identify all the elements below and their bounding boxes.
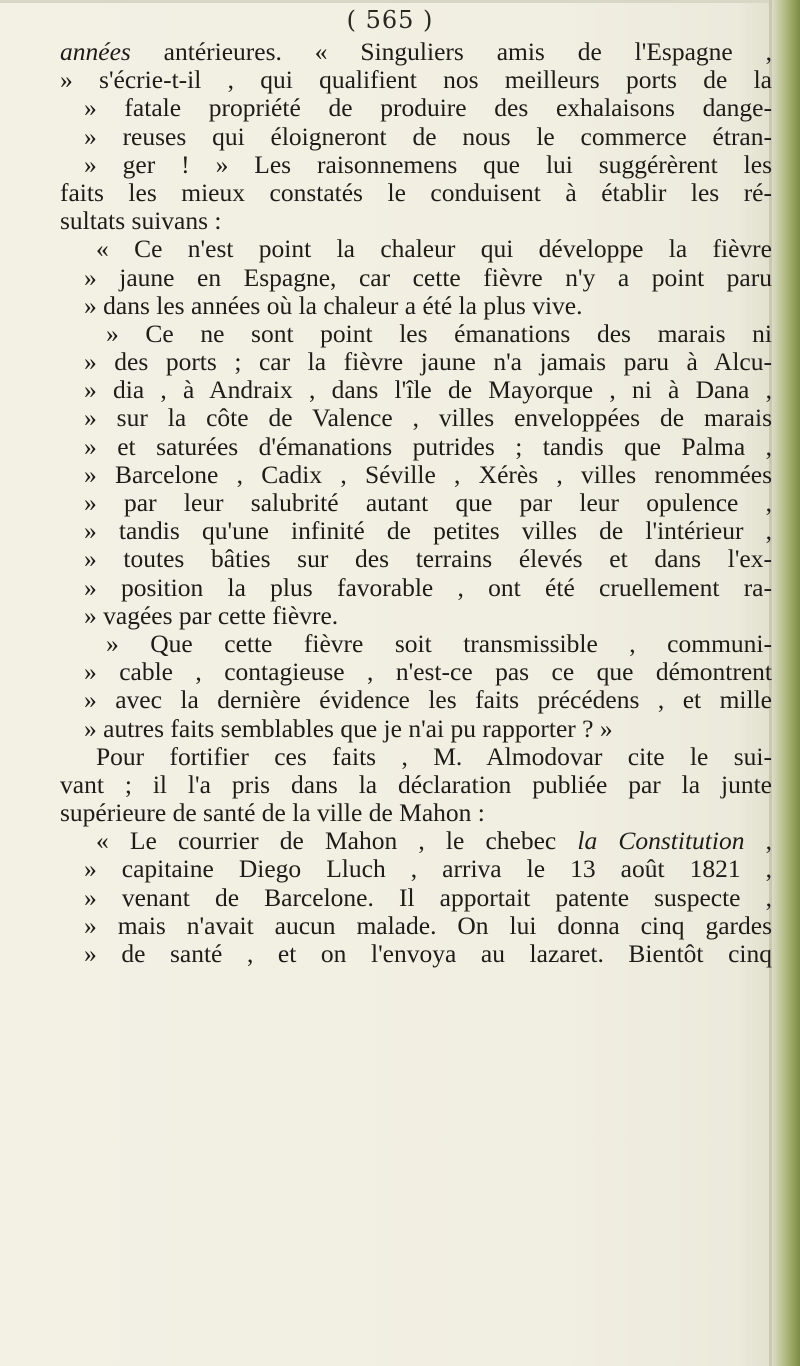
text-line: » ger ! » Les raisonnemens que lui suggérèrent les xyxy=(84,149,772,179)
text-line: » mais n'avait aucun malade. On lui donna cinq gardes xyxy=(84,910,772,940)
text-line: » avec la dernière évidence les faits précédens , et mille xyxy=(84,685,772,715)
text-line: » des ports ; car la fièvre jaune n'a jamais paru à Alcu- xyxy=(84,347,772,377)
text-line: » sur la côte de Valence , villes enveloppées de marais xyxy=(84,403,772,433)
text-line: » et saturées d'émanations putrides ; tandis que Palma , xyxy=(84,431,772,461)
text-line: » Ce ne sont point les émanations des marais ni xyxy=(106,318,772,348)
body-text xyxy=(60,38,772,968)
text-line: » par leur salubrité autant que par leur opulence , xyxy=(84,488,772,517)
text-line: » fatale propriété de produire des exhalaisons dange- xyxy=(84,93,772,123)
text-line: » Que cette fièvre soit transmissible , communi- xyxy=(106,628,772,658)
text-line: » autres faits semblables que je n'ai pu rapporter ? » xyxy=(84,713,613,743)
text-line: « Ce n'est point la chaleur qui développe la fièvre xyxy=(96,234,772,264)
text-line: » reuses qui éloigneront de nous le commerce étran- xyxy=(84,121,772,151)
text-line: » dans les années où la chaleur a été la plus vive. xyxy=(84,290,583,320)
text-line: » s'écrie-t-il , qui qualifient nos meilleurs ports de la xyxy=(60,65,772,95)
text-line: » position la plus favorable , ont été cruellement ra- xyxy=(84,572,772,602)
text-line: » tandis qu'une infinité de petites villes de l'intérieur , xyxy=(84,516,772,546)
text-line: » jaune en Espagne, car cette fièvre n'y a point paru xyxy=(84,262,772,292)
text-line: années antérieures. « Singuliers amis de l'Espagne , xyxy=(60,37,772,66)
text-line: Pour fortifier ces faits , M. Almodovar cite le sui- xyxy=(96,741,772,771)
text-line: » cable , contagieuse , n'est-ce pas ce que démontrent xyxy=(84,657,772,687)
text-line: » dia , à Andraix , dans l'île de Mayorque , ni à Dana , xyxy=(84,375,772,405)
text-line: sultats suivans : xyxy=(60,206,222,236)
text-line: « Le courrier de Mahon , le chebec la Constitution , xyxy=(96,826,773,856)
text-line: » vagées par cette fièvre. xyxy=(84,600,339,630)
text-line: » Barcelone , Cadix , Séville , Xérès , villes renommées xyxy=(84,459,772,489)
text-line: » toutes bâties sur des terrains élevés et dans l'ex- xyxy=(84,544,772,574)
book-binding xyxy=(772,0,800,1366)
text-line: » venant de Barcelone. Il apportait patente suspecte , xyxy=(84,882,772,912)
page-number: ( 565 ) xyxy=(346,6,434,34)
text-line: vant ; il l'a pris dans la déclaration publiée par la junte xyxy=(60,769,772,799)
text-line: faits les mieux constatés le conduisent à établir les ré- xyxy=(60,177,772,207)
text-line: supérieure de santé de la ville de Mahon : xyxy=(60,798,485,828)
page-top-edge xyxy=(0,0,800,3)
text-line: » capitaine Diego Lluch , arriva le 13 août 1821 , xyxy=(84,854,772,884)
text-line: » de santé , et on l'envoya au lazaret. Bientôt cinq xyxy=(84,939,772,968)
